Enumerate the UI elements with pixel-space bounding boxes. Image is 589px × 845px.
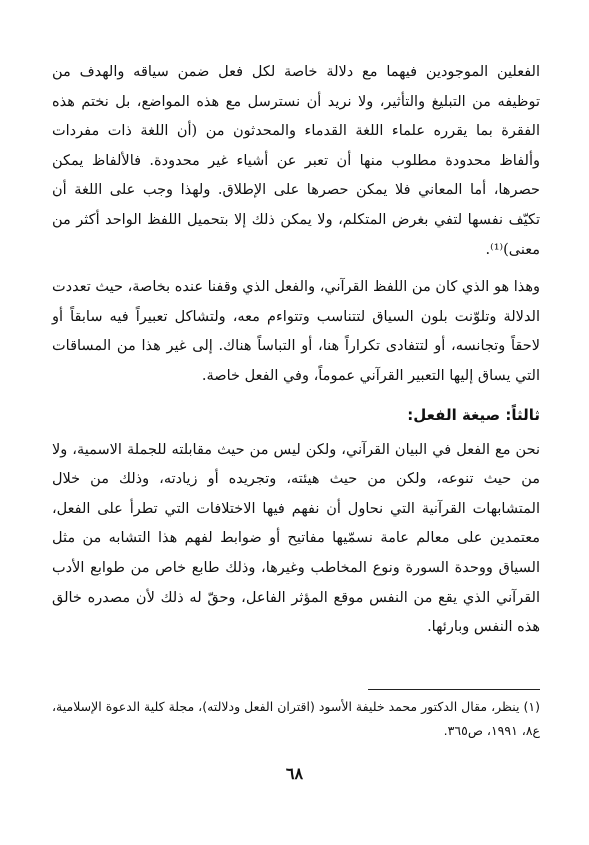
page-body bbox=[52, 58, 540, 651]
page-number: ٦٨ bbox=[285, 764, 304, 783]
footnote: (١) ينظر، مقال الدكتور محمد خليفة الأسود (اقتران الفعل ودلالته)، مجلة كلية الدعوة الإسلامية، ع٨، ١٩٩١، ص٣٦٥. bbox=[52, 699, 540, 738]
paragraph-2: وهذا هو الذي كان من اللفظ القرآني، والفعل الذي وقفنا عنده بخاصة، حيث تعددت الدلالة وتلوّنت بلون السياق لتتناسب وتتواءم معه، ولتشاكل تعبيراً فيه سابقاً أو لاحقاً وتجانسه، أو لتتفادى تكراراً هنا، أو التباساً هناك. إلى غير هذا من المساقات التي يساق إليها التعبير القرآني عموماً، وفي الفعل خاصة. bbox=[52, 279, 540, 384]
paragraph-3: نحن مع الفعل في البيان القرآني، ولكن ليس من حيث مقابلته للجملة الاسمية، ولا من حيث تنوعه، ولكن من حيث هيئته، وتجريده أو زيادته، وذلك من خلال المتشابهات القرآنية التي نحاول أن نفهم فيها الاختلافات التي تطرأ على الفعل، معتمدين على معالم عامة نسمّيها مفاتيح أو ضوابط لفهم هذا التشابه من مثل السياق ووحدة السورة ونوع المخاطب وغيرها، وذلك طابع خاص من طوابع الأدب القرآني الذي يقع من النفس موقع المؤثر الفاعل، وحقّ له ذلك لأن مصدره خالق هذه النفس وبارئها. bbox=[52, 441, 540, 636]
section-heading: ثالثاً: صيغة الفعل: bbox=[407, 405, 540, 424]
paragraph-1: الفعلين الموجودين فيهما مع دلالة خاصة لكل فعل ضمن سياقه والهدف من توظيفه من التبليغ والتأثير، ولا نريد أن نسترسل مع هذه المواضع، بل نختم هذه الفقرة بما يقرره علماء اللغة القدماء والمحدثون من (أن اللغة ذات مفردات وألفاظ محدودة مطلوب منها أن تعبر عن أشياء غير محدودة. فالألفاظ يمكن حصرها، أما المعاني فلا يمكن حصرها على الإطلاق. ولهذا وجب على اللغة أن تكيّف نفسها لتفي بغرض المتكلم، ولا يمكن ذلك إلا بتحميل اللفظ الواحد أكثر من معنى)⁽¹⁾. bbox=[52, 64, 540, 258]
footnote-separator bbox=[368, 689, 540, 690]
